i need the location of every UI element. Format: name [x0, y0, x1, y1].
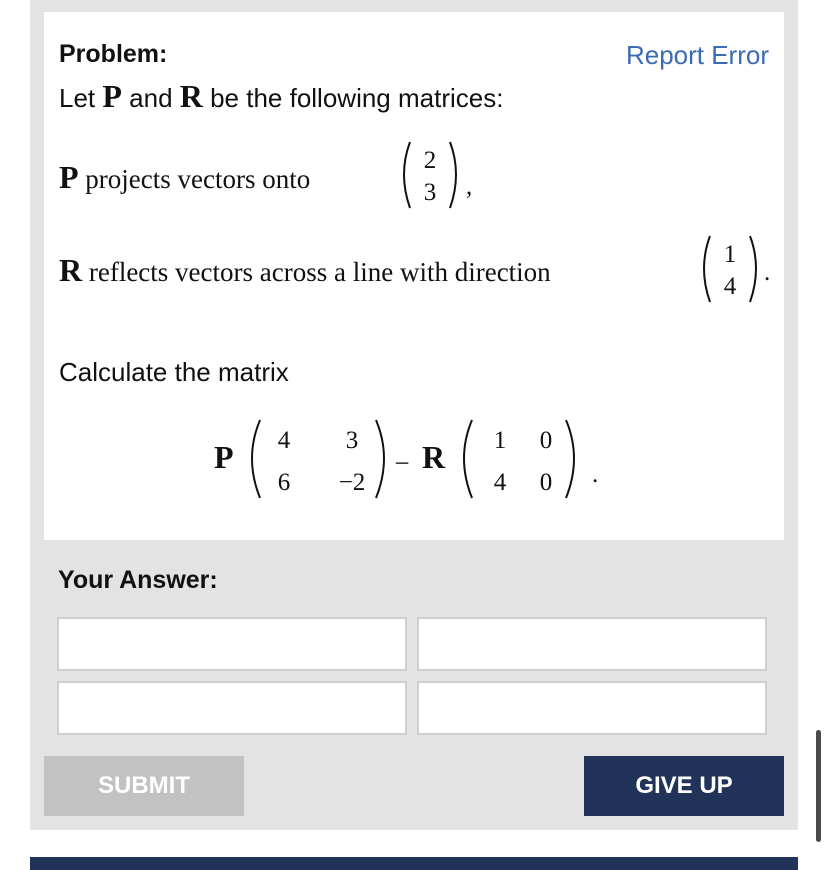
intro-suffix: be the following matrices: — [202, 83, 504, 113]
p-symbol: P — [59, 159, 79, 195]
problem-card — [44, 12, 784, 540]
r-symbol: R — [59, 252, 83, 288]
var-r: R — [179, 78, 203, 114]
matrix-a-22: −2 — [338, 469, 366, 496]
r-description: reflects vectors across a line with direction — [82, 257, 551, 287]
matrix-b-12: 0 — [539, 427, 553, 454]
answer-cell-12[interactable] — [417, 617, 767, 671]
p-definition — [59, 159, 310, 196]
r-vector-top: 1 — [723, 241, 737, 268]
r-vector-bottom: 4 — [723, 273, 737, 300]
matrix-a-21: 6 — [277, 469, 291, 496]
p-description: projects vectors onto — [78, 164, 311, 194]
matrix-b-11: 1 — [493, 427, 507, 454]
answer-cell-21[interactable] — [57, 681, 407, 735]
p-vector — [396, 138, 476, 212]
matrix-a-11: 4 — [277, 427, 291, 454]
bottom-bar — [30, 857, 798, 870]
scrollbar-thumb[interactable] — [816, 730, 821, 842]
matrix-a-12: 3 — [345, 427, 359, 454]
p-vector-bottom: 3 — [423, 179, 437, 206]
r-vector — [696, 232, 776, 306]
report-error-link[interactable]: Report Error — [625, 40, 769, 70]
matrix-expression — [204, 412, 644, 508]
expr-p-symbol: P — [214, 439, 234, 475]
answer-cell-11[interactable] — [57, 617, 407, 671]
intro-and: and — [121, 83, 180, 113]
submit-button[interactable]: SUBMIT — [44, 756, 244, 816]
matrix-b-22: 0 — [539, 469, 553, 496]
minus-sign: − — [394, 448, 410, 478]
final-punctuation: . — [592, 461, 599, 488]
matrix-b-21: 4 — [493, 469, 507, 496]
r-definition — [59, 252, 551, 289]
var-p: P — [102, 78, 122, 114]
expr-r-symbol: R — [422, 439, 446, 475]
answer-heading: Your Answer: — [58, 566, 218, 594]
answer-cell-22[interactable] — [417, 681, 767, 735]
problem-container — [30, 0, 798, 830]
intro-prefix: Let — [59, 83, 103, 113]
r-punctuation: . — [764, 259, 771, 286]
problem-heading: Problem: — [59, 40, 168, 68]
p-vector-top: 2 — [423, 147, 437, 174]
problem-intro — [59, 78, 503, 115]
give-up-button[interactable]: GIVE UP — [584, 756, 784, 816]
p-punctuation: , — [466, 173, 473, 200]
calculate-label: Calculate the matrix — [59, 357, 289, 387]
